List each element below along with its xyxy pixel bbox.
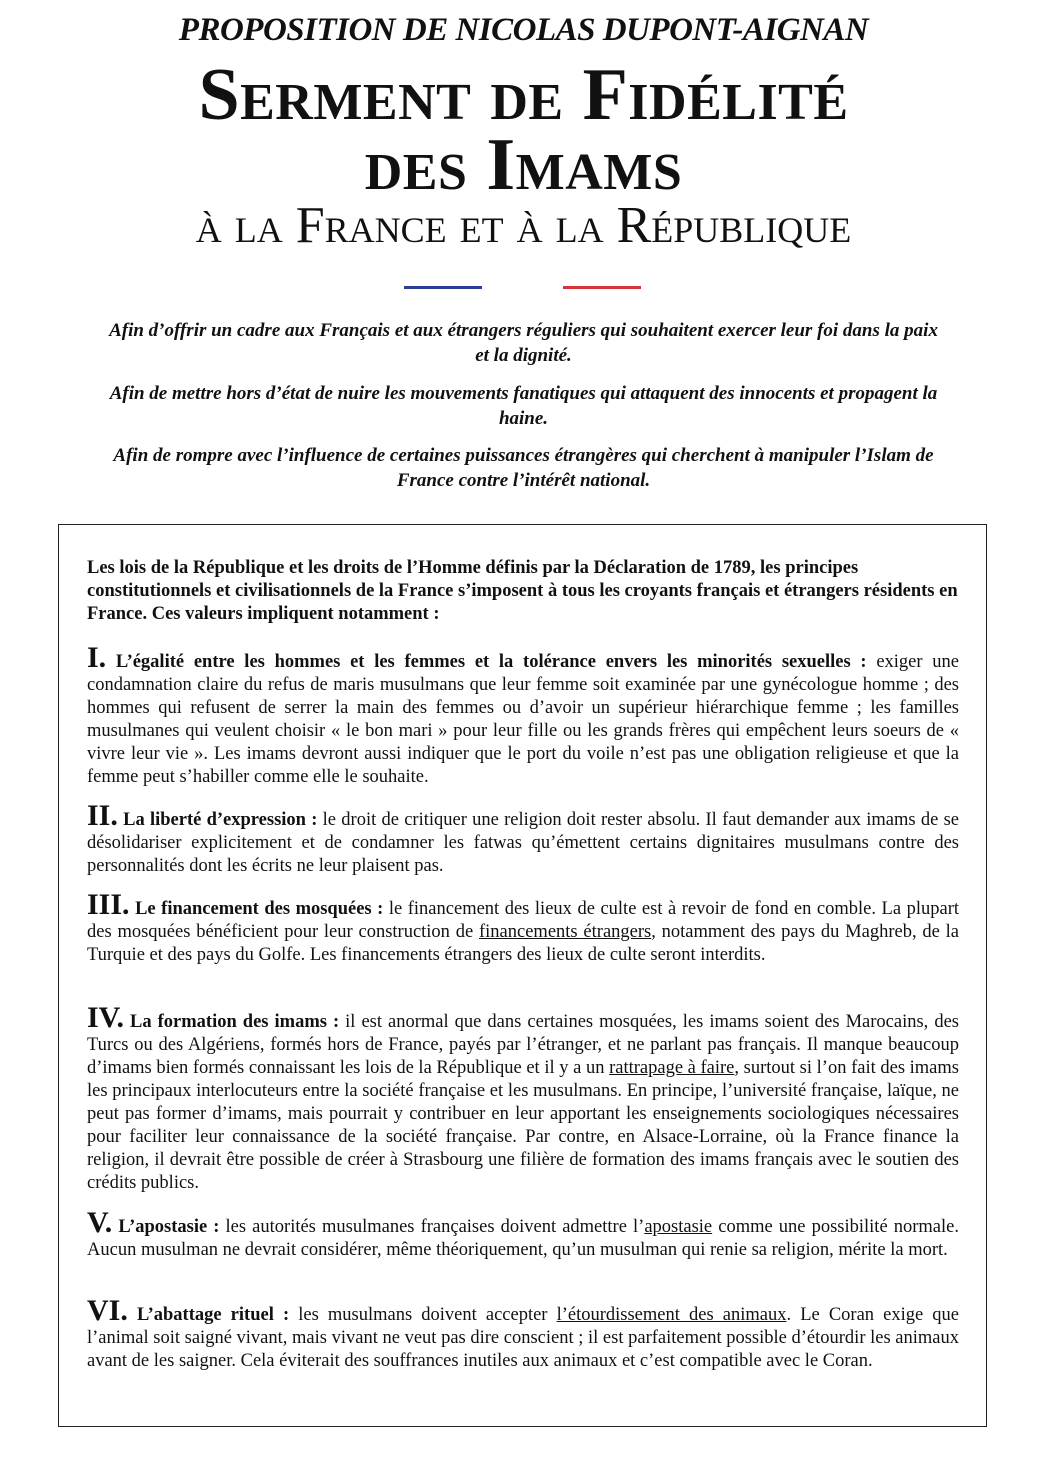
principle-number: III. xyxy=(87,888,130,921)
title-line-1: Serment de Fidélité xyxy=(198,54,849,136)
principle-text: il est anormal que dans certaines mosquées, les imams soient des Marocains, des Turcs ou des Algériens, formés hors de France, payés par l’étranger, et ne parlant pas français. Il manque beaucoup d’imams bien formés connaissant les lois de la République et il y a un xyxy=(87,1012,959,1078)
principle-item-1 xyxy=(87,641,959,789)
principle-text-continued: . Le Coran exige que l’animal soit saigné vivant, mais vivant ne veut pas dire conscient ; il est parfaitement possible d’étourdir les animaux avant de les saigner. Cela éviterait des souffrances inutiles aux animaux et c’est compatible avec le Coran. xyxy=(87,1305,960,1371)
principle-heading: La formation des imams : xyxy=(130,1012,340,1032)
principle-number: VI. xyxy=(87,1294,128,1327)
blue-rule xyxy=(404,286,482,289)
underlined-link[interactable]: rattrapage à faire xyxy=(609,1058,735,1078)
principle-heading: L’apostasie : xyxy=(118,1217,220,1237)
principle-item-5 xyxy=(87,1206,959,1262)
underlined-link[interactable]: l’étourdissement des animaux xyxy=(556,1305,787,1325)
underlined-link[interactable]: apostasie xyxy=(644,1217,713,1237)
underlined-link[interactable]: financements étrangers xyxy=(479,922,652,942)
principle-item-3 xyxy=(87,888,960,967)
proposition-kicker: PROPOSITION DE NICOLAS DUPONT-AIGNAN xyxy=(178,12,869,48)
principle-heading: L’abattage rituel : xyxy=(136,1305,290,1325)
principle-text: les autorités musulmanes françaises doivent admettre l’ xyxy=(219,1217,645,1237)
intro-paragraph-3: Afin de rompre avec l’influence de certaines puissances étrangères qui cherchent à manipuler l’Islam de France contre l’intérêt national. xyxy=(113,445,934,491)
principle-text-continued: comme une possibilité normale. Aucun musulman ne devrait considérer, même théoriquement, qu’un musulman qui renie sa religion, mérite la mort. xyxy=(87,1217,959,1260)
title-line-2: des Imams xyxy=(364,124,683,206)
box-lead-paragraph: Les lois de la République et les droits de l’Homme définis par la Déclaration de 1789, les principes constitutionnels et civilisationnels de la France s’imposent à tous les croyants français et étrangers résidents en France. Ces valeurs impliquent notamment : xyxy=(87,558,958,624)
principle-heading: Le financement des mosquées : xyxy=(135,899,384,919)
principle-number: II. xyxy=(87,799,118,832)
principle-heading: La liberté d’expression : xyxy=(123,810,318,830)
intro-paragraph-1: Afin d’offrir un cadre aux Français et aux étrangers réguliers qui souhaitent exercer leur foi dans la paix et la dignité. xyxy=(109,320,938,366)
principle-number: IV. xyxy=(87,1001,124,1034)
principle-item-4 xyxy=(87,1001,959,1195)
principle-text-continued: , surtout si l’on fait des imams les principaux interlocuteurs entre la société française et les musulmans. En principe, l’université française, laïque, ne peut pas former d’imams, mais pourrait y contribuer en leur apportant les enseignements sociologiques nécessaires pour faciliter leur connaissance de la société française. Par contre, en Alsace-Lorraine, où la France finance la religion, il devrait être possible de créer à Strasbourg une filière de formation des imams français avec le soutien des crédits publics. xyxy=(87,1058,959,1193)
principle-heading: L’égalité entre les hommes et les femmes et la tolérance envers les minorités sexuelles : xyxy=(115,652,867,672)
principle-number: I. xyxy=(87,641,107,674)
principle-item-2 xyxy=(87,799,959,878)
principle-text: le financement des lieux de culte est à revoir de fond en comble. La plupart des mosquées bénéficient pour leur construction de xyxy=(87,899,960,942)
red-rule xyxy=(563,286,641,289)
subtitle: à la France et à la République xyxy=(195,197,852,254)
principle-text-continued: , notamment des pays du Maghreb, de la Turquie et des pays du Golfe. Les financements étrangers des lieux de culte seront interdits. xyxy=(87,922,959,965)
principle-text: le droit de critiquer une religion doit rester absolu. Il faut demander aux imams de se désolidariser explicitement et de condamner les fatwas qu’émettent certains dignitaires musulmans contre des personnalités dont les écrits ne leur plaisent pas. xyxy=(87,810,959,876)
principle-text: exiger une condamnation claire du refus de maris musulmans que leur femme soit examinée par une gynécologue homme ; des hommes qui refusent de serrer la main des femmes ou d’avoir un supérieur hiérarchique femme ; les familles musulmanes qui veulent choisir « le bon mari » pour leur fille ou les grands frères qui empêchent leurs soeurs de « vivre leur vie ». Les imams devront aussi indiquer que le port du voile n’est pas une obligation religieuse et que la femme peut s’habiller comme elle le souhaite. xyxy=(87,652,959,787)
principle-item-6 xyxy=(87,1294,960,1373)
principle-text: les musulmans doivent accepter xyxy=(289,1305,557,1325)
intro-paragraph-2: Afin de mettre hors d’état de nuire les mouvements fanatiques qui attaquent des innocents et propagent la haine. xyxy=(109,383,938,429)
principle-number: V. xyxy=(87,1206,113,1239)
